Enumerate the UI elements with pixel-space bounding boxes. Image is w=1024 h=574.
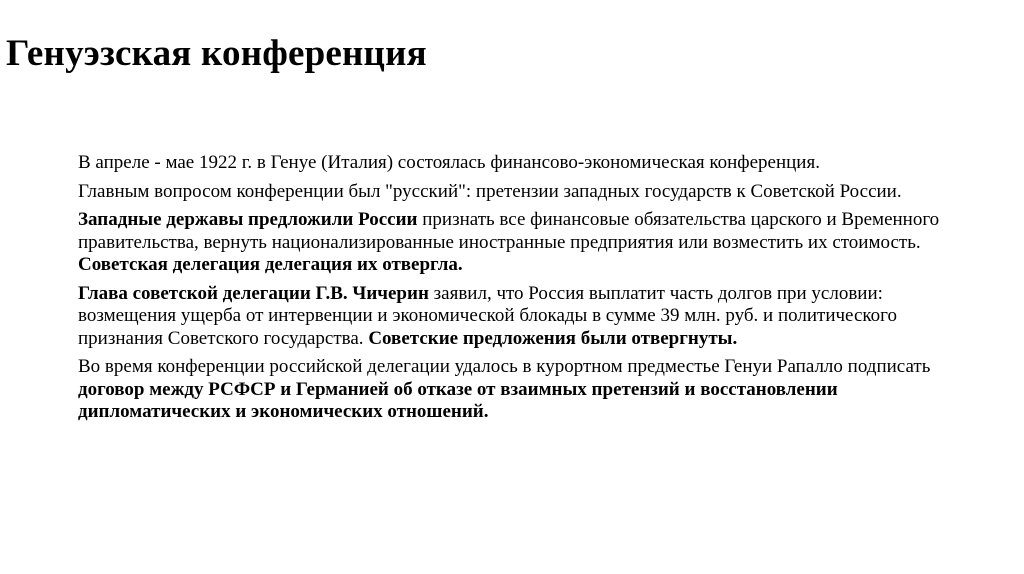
paragraph-1-text: В апреле - мае 1922 г. в Генуе (Италия) состоялась финансово-экономическая конференция. xyxy=(78,152,820,173)
paragraph-4-bold-lead: Глава советской делегации Г.В. Чичерин xyxy=(78,282,429,304)
paragraph-3-text: признать все финансовые обязательства царского и Временного правительства, вернуть национализированные иностранные предприятия или возместить их стоимость. xyxy=(78,209,940,253)
paragraph-2 xyxy=(78,181,968,204)
paragraph-2-text: Главным вопросом конференции был "русский": претензии западных государств к Советской России. xyxy=(78,180,902,202)
paragraph-4-bold-tail: Советские предложения были отвергнуты. xyxy=(368,327,738,349)
paragraph-4-text: заявил, что Россия выплатит часть долгов при условии: возмещения ущерба от интервенции и экономической блокады в сумме 39 млн. руб. и политического признания Советского государства. xyxy=(78,282,897,349)
paragraph-5-bold-tail: договор между РСФСР и Германией об отказе от взаимных претензий и восстановлении дипломатических и экономических отношений. xyxy=(78,378,838,422)
paragraph-5 xyxy=(78,356,968,424)
paragraph-3 xyxy=(78,209,968,277)
paragraph-1 xyxy=(78,152,968,175)
slide-body xyxy=(78,152,968,430)
slide-title: Генуэзская конференция xyxy=(6,33,427,74)
paragraph-4 xyxy=(78,283,968,351)
paragraph-3-bold-lead: Западные державы предложили России xyxy=(78,209,418,230)
paragraph-5-text: Во время конференции российской делегации удалось в курортном предместье Генуи Рапалло подписать xyxy=(78,356,931,377)
paragraph-3-bold-tail: Советская делегация делегация их отвергла. xyxy=(78,254,463,275)
